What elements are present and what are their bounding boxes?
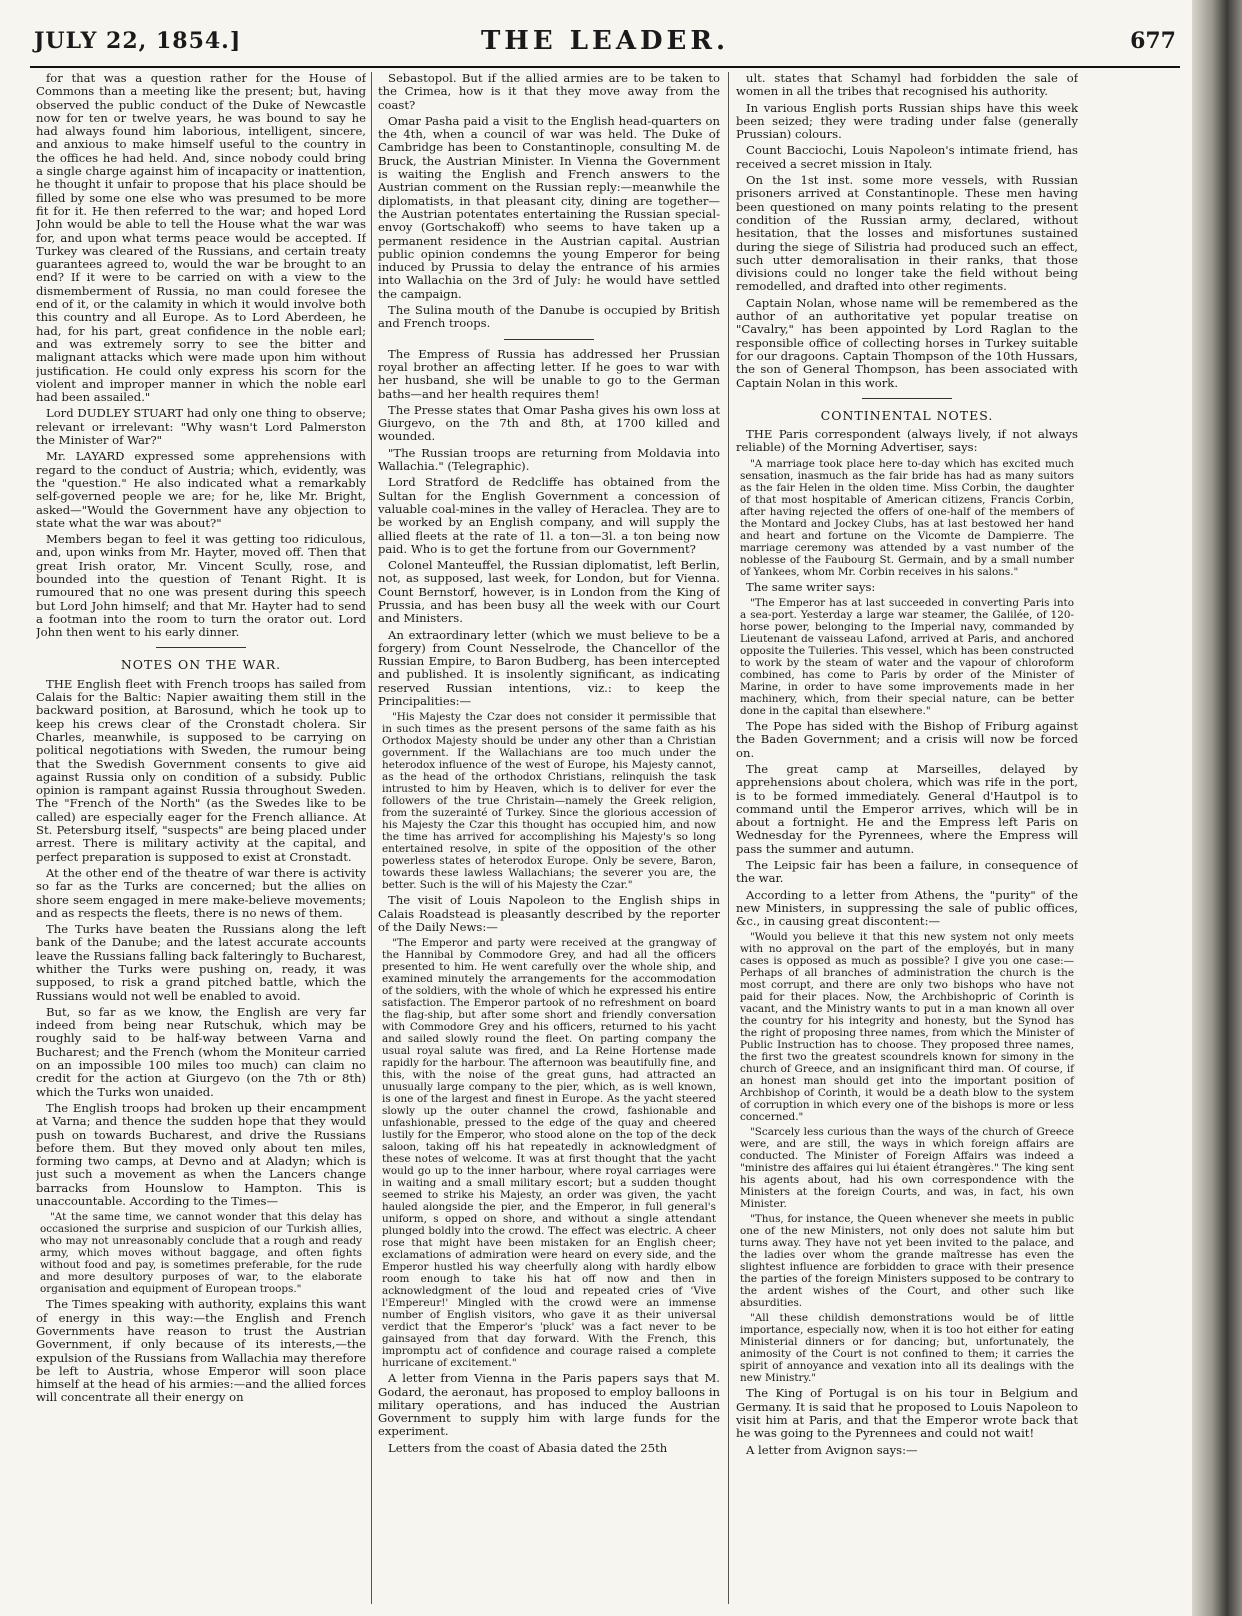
block-quote: "A marriage took place here to-day which has excited much sensation, inasmuch as the fair bride has had as many suitors as the fair Helen in the olden time. Miss Corbin, the daughter of that most hospitable of American citizens, Francis Corbin, after having rejected the offers of one-half of the members of the Montard and Jockey Clubs, has at last bestowed her hand and heart and fortune on the Vicomte de Dampierre. The marriage ceremony was attended by a vast number of the noblesse of the Faubourg St. Germain, and by a small number of Yankees, whom Mr. Corbin receives in his salons." [740, 457, 1074, 578]
masthead-title: THE LEADER. [480, 26, 730, 56]
section-divider [156, 647, 246, 648]
paragraph: Lord Stratford de Redcliffe has obtained from the Sultan for the English Government a concession of valuable coal-mines in the valley of Heraclea. They are to be worked by an English company, and will supply the allied fleets at the rate of 1l. a ton—3l. a ton being now paid. Who is to get the fortune from our Government? [378, 475, 720, 556]
block-quote: "The Emperor and party were received at the grangway of the Hannibal by Commodore Grey, and had all the officers presented to him. He went carefully over the whole ship, and examined minutely the arrangements for the accommodation of the soldiers, with the whole of which he expressed his entire satisfaction. The Emperor partook of no refreshment on board the flag-ship, but after some short and friendly conversation with Commodore Grey and his officers, returned to his yacht and sailed slowly round the fleet. On parting company the usual royal salute was fired, and La Reine Hortense made rapidly for the harbour. The afternoon was beautifully fine, and this, with the noise of the great guns, had attracted an unusually large company to the pier, which, as is well known, is one of the largest and finest in Europe. As the yacht steered slowly up the outer channel the crowd, fashionable and unfashionable, pressed to the edge of the quay and cheered lustily for the Emperor, who stood alone on the top of the deck saloon, taking off his hat repeatedly in acknowledgment of these notes of welcome. It was at first thought that the yacht would go up to the inner harbour, where royal carriages were in waiting and a small military escort; but a sudden thought seemed to strike his Majesty, an order was given, the yacht hauled alongside the pier, and the Emperor, in full general's uniform, s opped on shore, and without a single attendant plunged boldly into the crowd. The effect was electric. A cheer rose that might have been mistaken for an English cheer; exclamations of admiration were heard on every side, and the Emperor hustled his way cheerfully along with hardly elbow room enough to take his hat off now and then in acknowledgment of the loud and repeated cries of 'Vive l'Empereur!' Mingled with the crowd were an immense number of English visitors, who gave it as their universal verdict that the Emperor's 'pluck' was a fact never to be gainsayed from that day forward. With the French, this impromptu act of confidence and courage raised a complete hurricane of excitement." [382, 937, 716, 1370]
paragraph: The same writer says: [746, 579, 876, 594]
paragraph: ult. states that Schamyl had forbidden the sale of women in all the tribes that recognised his authority. [736, 72, 1078, 99]
paragraph: Sebastopol. But if the allied armies are to be taken to the Crimea, how is it that they move away from the coast? [378, 72, 720, 112]
page-binding-edge [1192, 0, 1242, 1616]
paragraph: Omar Pasha paid a visit to the English head-quarters on the 4th, when a council of war was held. The Duke of Cambridge has been to Constantinople, consulting M. de Bruck, the Austrian Minister. In Vienna the Government is waiting the English and French answers to the Austrian comment on the Russian reply:—meanwhile the diplomatists, in that pleasant city, dining are together—the Austrian potentates entertaining the Russian special-envoy (Gortschakoff) who seems to have taken up a permanent residence in the Austrian capital. Austrian public opinion condemns the young Emperor for being induced by Prussia to delay the entrance of his armies into Wallachia on the 3rd of July: he would have settled the campaign. [378, 113, 720, 301]
paragraph: But, so far as we know, the English are very far indeed from being near Rutschuk, which may be roughly said to be half-way between Varna and Bucharest; and the French (whom the Moniteur carried on an impossible 100 miles too much) can claim no credit for the action at Giurgevo (on the 7th or 8th) which the Turks won unaided. [36, 1004, 366, 1099]
section-divider [862, 398, 952, 399]
paragraph: Count Bacciochi, Louis Napoleon's intimate friend, has received a secret mission in Italy. [736, 143, 1078, 171]
section-divider [504, 339, 594, 340]
paragraph: In various English ports Russian ships have this week been seized; they were trading under false (generally Prussian) colours. [736, 100, 1078, 142]
block-quote: "Thus, for instance, the Queen whenever she meets in public one of the new Ministers, not only does not salute him but turns away. They have not yet been invited to the palace, and the ladies over whom the grande maîtresse has even the slightest influence are forbidden to grace with their presence the parties of the foreign Ministers supposed to be contrary to the ardent wishes of the Court, and other such like absurdities. [740, 1213, 1074, 1310]
block-quote: "At the same time, we cannot wonder that this delay has occasioned the surprise and suspicion of our Turkish allies, who may not unreasonably conclude that a rough and ready army, which moves without baggage, and often fights without food and pay, is sometimes preferable, for the rude and more desultory purposes of war, to the elaborate organisation and equipment of European troops." [40, 1211, 362, 1296]
block-quote: "His Majesty the Czar does not consider it permissible that in such times as the present persons of the same faith as his Orthodox Majesty should be under any other than a Christian government. If the Wallachians are too much under the heterodox influence of the west of Europe, his Majesty cannot, as the head of the orthodox Christians, relinquish the task intrusted to him by Heaven, which is to deliver for ever the followers of the true Christain—namely the Greek religion, from the suzerainté of Turkey. Since the glorious accession of his Majesty the Czar this thought has occupied him, and now the time has arrived for accomplishing his Majesty's so long entertained resolve, in spite of the opposition of the other powerless states of heterodox Europe. Only be severe, Baron, towards these lawless Wallachians; the severer you are, the better. Such is the will of his Majesty the Czar." [382, 711, 716, 892]
block-quote: "All these childish demonstrations would be of little importance, especially now, when it is too hot either for eating Ministerial dinners or for dancing; but, unfortunately, the animosity of the Court is not confined to them; it carries the spirit of annoyance and vexation into all its dealings with the new Ministry." [740, 1312, 1074, 1385]
paragraph: The King of Portugal is on his tour in Belgium and Germany. It is said that he proposed to Louis Napoleon to visit him at Paris, and that the Emperor wrote back that he was going to the Pyrennees and could not wait! [736, 1386, 1078, 1441]
paragraph: Letters from the coast of Abasia dated the 25th [388, 1440, 668, 1455]
page-header [30, 22, 1180, 68]
paragraph: The Leipsic fair has been a failure, in consequence of the war. [736, 857, 1078, 886]
paragraph: for that was a question rather for the House of Commons than a meeting like the present; but, having observed the public conduct of the Duke of Newcastle now for ten or twelve years, he was bound to say he had always found him laborious, intelligent, sincere, and anxious to make himself useful to the country in the offices he had held. And, since nobody could bring a single charge against him of incapacity or inattention, he thought it unfair to propose that his place should be filled by some one else who was presumed to be more fit for it. He then referred to the war; and hoped Lord John would be able to tell the House what the war was for, and upon what terms peace would be accepted. If Turkey was cleared of the Russians, and certain treaty guarantees agreed to, would the war be brought to an end? If it were to be carried on with a view to the dismemberment of Russia, no man could foresee the end of it, or the calamity in which it would involve both this country and all Europe. As to Lord Aberdeen, he had, for his part, great confidence in the noble earl; and was extremely sorry to see the bitter and malignant attacks which were made upon him without justification. He could only express his scorn for the violent and improper manner in which the noble earl had been assailed." [36, 72, 366, 405]
issue-date: JULY 22, 1854.] [34, 28, 242, 54]
column-2 [378, 72, 720, 1604]
paragraph: The English troops had broken up their encampment at Varna; and thence the sudden hope that they would push on towards Bucharest, and drive the Russians before them. But they moved only about ten miles, forming two camps, at Devno and at Aladyn; which is just such a movement as when the Lancers change barracks from Hounslow to Hampton. This is unaccountable. According to the Times— [36, 1100, 366, 1209]
column-3 [736, 72, 1078, 1604]
paragraph: The Empress of Russia has addressed her Prussian royal brother an affecting letter. If he goes to war with her husband, she will be unable to go to the German baths—and her health requires them! [378, 346, 720, 401]
block-quote: "Would you believe it that this new system not only meets with no approval on the part of the employés, but in many cases is opposed as much as possible? I give you one case:—Perhaps of all branches of administration the church is the most corrupt, and there are only two bishops who have not paid for their places. Now, the Archbishopric of Corinth is vacant, and the Ministry wants to put in a man known all over the country for his integrity and honesty, but the Synod has the right of proposing three names, from which the Minister of Public Instruction has to choose. They proposed three names, the first two the greatest scoundrels known for simony in the church of Greece, and an insignificant third man. Of course, if an honest man should get into the important position of Archbishop of Corinth, it would be a death blow to the system of corruption in which every one of the bishops is more or less concerned." [740, 931, 1074, 1124]
paragraph: The Turks have beaten the Russians along the left bank of the Danube; and the latest accurate accounts leave the Russians falling back falteringly to Bucharest, whither the Turks were pushing on, ready, it was supposed, to risk a grand pitched battle, which the Russians would not well be enabled to avoid. [36, 922, 366, 1003]
paragraph: An extraordinary letter (which we must believe to be a forgery) from Count Nesselrode, the Chancellor of the Russian Empire, to Baron Budberg, has been intercepted and published. It is insolently significant, as indicating reserved Russian intentions, viz.: to keep the Principalities:— [378, 627, 720, 709]
paragraph: According to a letter from Athens, the "purity" of the new Ministers, in suppressing the sale of public offices, &c., in causing great discontent:— [736, 887, 1078, 929]
paragraph: THE Paris correspondent (always lively, if not always reliable) of the Morning Advertiser, says: [736, 427, 1078, 455]
paragraph: "The Russian troops are returning from Moldavia into Wallachia." (Telegraphic). [378, 445, 720, 474]
paragraph: The Sulina mouth of the Danube is occupied by British and French troops. [378, 303, 720, 331]
paragraph: On the 1st inst. some more vessels, with Russian prisoners arrived at Constantinople. These men having been questioned on many points relating to the present condition of the Russian army, declared, without hesitation, that the losses and misfortunes sustained during the siege of Silistria had produced such an effect, such utter demoralisation in their ranks, that those divisions could no longer take the field without being remodelled, and drafted into other regiments. [736, 173, 1078, 294]
section-heading: CONTINENTAL NOTES. [820, 407, 994, 423]
page-number: 677 [1130, 28, 1176, 54]
paragraph: The Pope has sided with the Bishop of Friburg against the Baden Government; and a crisis will now be forced on. [736, 719, 1078, 760]
paragraph: The visit of Louis Napoleon to the English ships in Calais Roadstead is pleasantly described by the reporter of the Daily News:— [378, 893, 720, 934]
paragraph: Captain Nolan, whose name will be remembered as the author of an authoritative yet popular treatise on "Cavalry," has been appointed by Lord Raglan to the responsible office of collecting horses in Turkey suitable for our dragoons. Captain Thompson of the 10th Hussars, the son of General Thompson, has been associated with Captain Nolan in this work. [736, 295, 1078, 390]
column-rule [728, 72, 729, 1604]
paragraph: The Times speaking with authority, explains this want of energy in this way:—the English and French Governments have reason to trust the Austrian Government, if only because of its interests,—the expulsion of the Russians from Wallachia may therefore be left to Austria, whose Emperor will soon place himself at the head of his armies:—and the allied forces will concentrate all their energy on [36, 1297, 366, 1405]
block-quote: "Scarcely less curious than the ways of the church of Greece were, and are still, the ways in which foreign affairs are conducted. The Minister of Foreign Affairs was indeed a "ministre des affaires qui lui étaient étrangères." The king sent his agents about, had his own correspondence with the Ministers at the foreign Courts, and was, in fact, his own Minister. [740, 1126, 1074, 1211]
paragraph: The great camp at Marseilles, delayed by apprehensions about cholera, which was rife in the port, is to be formed immediately. General d'Hautpol is to command until the Emperor arrives, which will be in about a fortnight. He and the Empress left Paris on Wednesday for the Pyrennees, where the Empress will pass the summer and autumn. [736, 761, 1078, 856]
column-rule [371, 72, 372, 1604]
paragraph: Mr. LAYARD expressed some apprehensions with regard to the conduct of Austria; which, evidently, was the "question." He also indicated what a remarkably self-governed people we are; for he, like Mr. Bright, asked—"Would the Government have any objection to state what the war was about?" [36, 449, 366, 530]
paragraph: At the other end of the theatre of war there is activity so far as the Turks are concerned; but the allies on shore seem engaged in mere make-believe movements; and as respects the fleets, there is no news of them. [36, 865, 366, 920]
paragraph: A letter from Avignon says:— [746, 1442, 918, 1457]
paragraph: The Presse states that Omar Pasha gives his own loss at Giurgevo, on the 7th and 8th, at 1700 killed and wounded. [378, 402, 720, 444]
paragraph: A letter from Vienna in the Paris papers says that M. Godard, the aeronaut, has proposed to employ balloons in military operations, and has induced the Austrian Government to supply him with large funds for the experiment. [378, 1371, 720, 1439]
section-heading: NOTES ON THE WAR. [120, 657, 282, 673]
paragraph: Members began to feel it was getting too ridiculous, and, upon winks from Mr. Hayter, moved off. Then that great Irish orator, Mr. Vincent Scully, rose, and bounded into the question of Tenant Right. It is rumoured that no one was present during this speech but Lord John himself; and that Mr. Hayter had to send a footman into the room to turn the orator out. Lord John then went to his early dinner. [36, 532, 366, 640]
column-1 [36, 72, 366, 1604]
paragraph: Lord DUDLEY STUART had only one thing to observe; relevant or irrelevant: "Why wasn't Lord Palmerston the Minister of War?" [36, 406, 366, 448]
paragraph: THE English fleet with French troops has sailed from Calais for the Baltic: Napier awaiting them still in the backward position, at Barosund, which he took up to keep his crews clear of the Cronstadt cholera. Sir Charles, meanwhile, is supposed to be carrying on political negotiations with Sweden, the rumour being that the Swedish Government consents to give aid against Russia only on condition of a subsidy. Public opinion is rampant against Russia throughout Sweden. The "French of the North" (as the Swedes like to be called) are especially eager for the French alliance. At St. Petersburg itself, "suspects" are being placed under arrest. There is military activity at the capital, and perfect preparation is supposed to exist at Cronstadt. [36, 676, 366, 864]
paragraph: Colonel Manteuffel, the Russian diplomatist, left Berlin, not, as supposed, last week, for London, but for Vienna. Count Bernstorf, however, is in London from the King of Prussia, and has been busy all the week with our Court and Ministers. [378, 558, 720, 626]
block-quote: "The Emperor has at last succeeded in converting Paris into a sea-port. Yesterday a large war steamer, the Galilée, of 120-horse power, belonging to the Imperial navy, commanded by Lieutenant de vaisseau Lafond, arrived at Paris, and anchored opposite the Tuileries. This vessel, which has been constructed to work by the steam of water and the vapour of chloroform combined, has come to Paris by order of the Minister of Marine, in order to have some improvements made in her machinery, which, from their special nature, can be better done in the capital than elsewhere." [740, 597, 1074, 718]
